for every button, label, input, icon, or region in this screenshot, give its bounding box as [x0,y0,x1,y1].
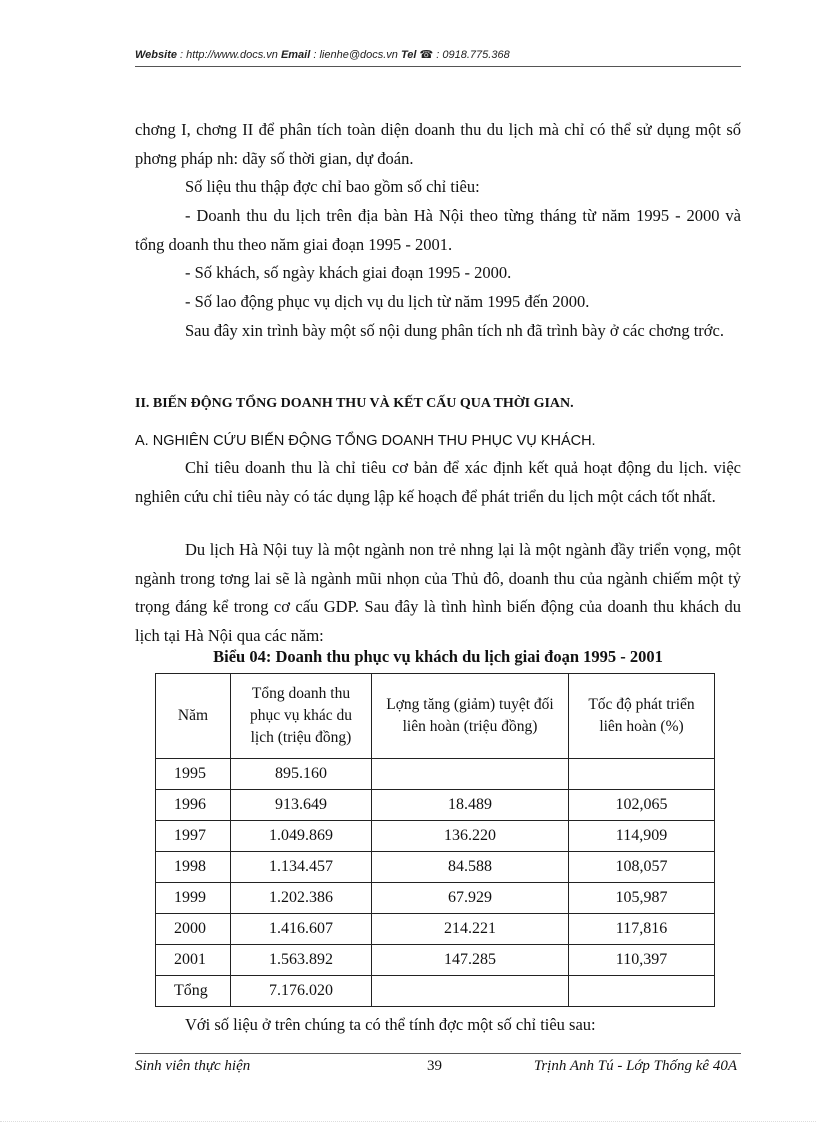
tel-value: ☎ : 0918.775.368 [419,49,510,61]
table-total-row [156,976,715,1007]
table-row [156,945,715,976]
email-label: Email [280,49,311,61]
cell-year: 1999 [156,883,231,914]
table-row [156,790,715,821]
cell-rate: 114,909 [569,821,715,852]
cell-rate: 108,057 [569,852,715,883]
cell-change: 147.285 [372,945,569,976]
cell-revenue: 1.563.892 [231,945,372,976]
cell-change: 67.929 [372,883,569,914]
paragraph-8: Du lịch Hà Nội tuy là một ngành non trẻ nhng lại là một ngành đầy triển vọng, một ngành trong tơng lai sẽ là ngành mũi nhọn của Thủ đô, doanh thu của ngành chiếm một tỷ trọng đáng kể trong cơ cấu GDP. Sau đây là tình hình biến động của doanh thu khách du lịch tại Hà Nội qua các năm: [135,540,741,645]
header-divider [135,66,741,67]
cell-year: Tổng [156,976,231,1007]
paragraph-2: Số liệu thu thập đợc chỉ bao gồm số chỉ tiêu: [185,177,480,196]
cell-year: 1997 [156,821,231,852]
col-header-absolute-change: Lợng tăng (giảm) tuyệt đối liên hoàn (triệu đồng) [372,674,569,759]
cell-year: 1996 [156,790,231,821]
cell-revenue: 895.160 [231,759,372,790]
col-header-growth-rate: Tốc độ phát triển liên hoàn (%) [569,674,715,759]
cell-change: 18.489 [372,790,569,821]
cell-year: 1995 [156,759,231,790]
revenue-table [155,673,715,1007]
paragraph-4: - Số khách, số ngày khách giai đoạn 1995 - 2000. [185,263,512,282]
page-number: 39 [427,1058,442,1074]
table-header-row [156,674,715,759]
paragraph-9: Với số liệu ở trên chúng ta có thể tính đợc một số chỉ tiêu sau: [185,1015,596,1034]
cell-year: 2001 [156,945,231,976]
paragraph-1: chơng I, chơng II để phân tích toàn diện doanh thu du lịch mà chỉ có thể sử dụng một số phơng pháp nh: dãy số thời gian, dự đoán. [135,120,741,168]
cell-change: 84.588 [372,852,569,883]
table-row [156,914,715,945]
paragraph-6: Sau đây xin trình bày một số nội dung phân tích nh đã trình bày ở các chơng trớc. [185,321,724,340]
cell-change [372,759,569,790]
section-heading-a: A. NGHIÊN CỨU BIẾN ĐỘNG TỔNG DOANH THU PHỤC VỤ KHÁCH. [135,433,596,449]
paragraph-7: Chỉ tiêu doanh thu là chỉ tiêu cơ bản để xác định kết quả hoạt động du lịch. việc nghiên cứu chỉ tiêu này có tác dụng lập kế hoạch để phát triển du lịch một cách tốt nhất. [135,458,741,506]
table-row [156,852,715,883]
page-header [135,48,741,61]
cell-rate [569,759,715,790]
cell-revenue: 1.202.386 [231,883,372,914]
paragraph-3: - Doanh thu du lịch trên địa bàn Hà Nội theo từng tháng từ năm 1995 - 2000 và tổng doanh thu theo năm giai đoạn 1995 - 2001. [135,206,741,254]
page-bottom-edge [0,1121,816,1122]
cell-revenue: 1.134.457 [231,852,372,883]
cell-rate: 110,397 [569,945,715,976]
cell-change: 136.220 [372,821,569,852]
cell-change [372,976,569,1007]
footer-author: Trịnh Anh Tú - Lớp Thống kê 40A [533,1058,737,1074]
table-row [156,821,715,852]
website-label: Website [135,49,177,61]
cell-rate: 102,065 [569,790,715,821]
table-caption: Biểu 04: Doanh thu phục vụ khách du lịch giai đoạn 1995 - 2001 [213,647,663,666]
cell-revenue: 913.649 [231,790,372,821]
cell-year: 2000 [156,914,231,945]
cell-revenue: 7.176.020 [231,976,372,1007]
cell-year: 1998 [156,852,231,883]
col-header-year: Năm [156,674,231,759]
paragraph-5: - Số lao động phục vụ dịch vụ du lịch từ năm 1995 đến 2000. [185,292,590,311]
cell-revenue: 1.049.869 [231,821,372,852]
cell-revenue: 1.416.607 [231,914,372,945]
tel-label: Tel [400,49,417,61]
section-heading-ii: II. BIẾN ĐỘNG TỔNG DOANH THU VÀ KẾT CẤU QUA THỜI GIAN. [135,396,574,411]
cell-rate: 117,816 [569,914,715,945]
table-row [156,883,715,914]
col-header-total-revenue: Tổng doanh thu phục vụ khác du lịch (triệu đồng) [231,674,372,759]
cell-change: 214.221 [372,914,569,945]
email-value[interactable]: : lienhe@docs.vn [313,49,398,61]
cell-rate: 105,987 [569,883,715,914]
table-row [156,759,715,790]
footer-divider [135,1053,741,1054]
footer-student-label: Sinh viên thực hiện [135,1058,251,1074]
website-value[interactable]: : http://www.docs.vn [180,49,278,61]
cell-rate [569,976,715,1007]
